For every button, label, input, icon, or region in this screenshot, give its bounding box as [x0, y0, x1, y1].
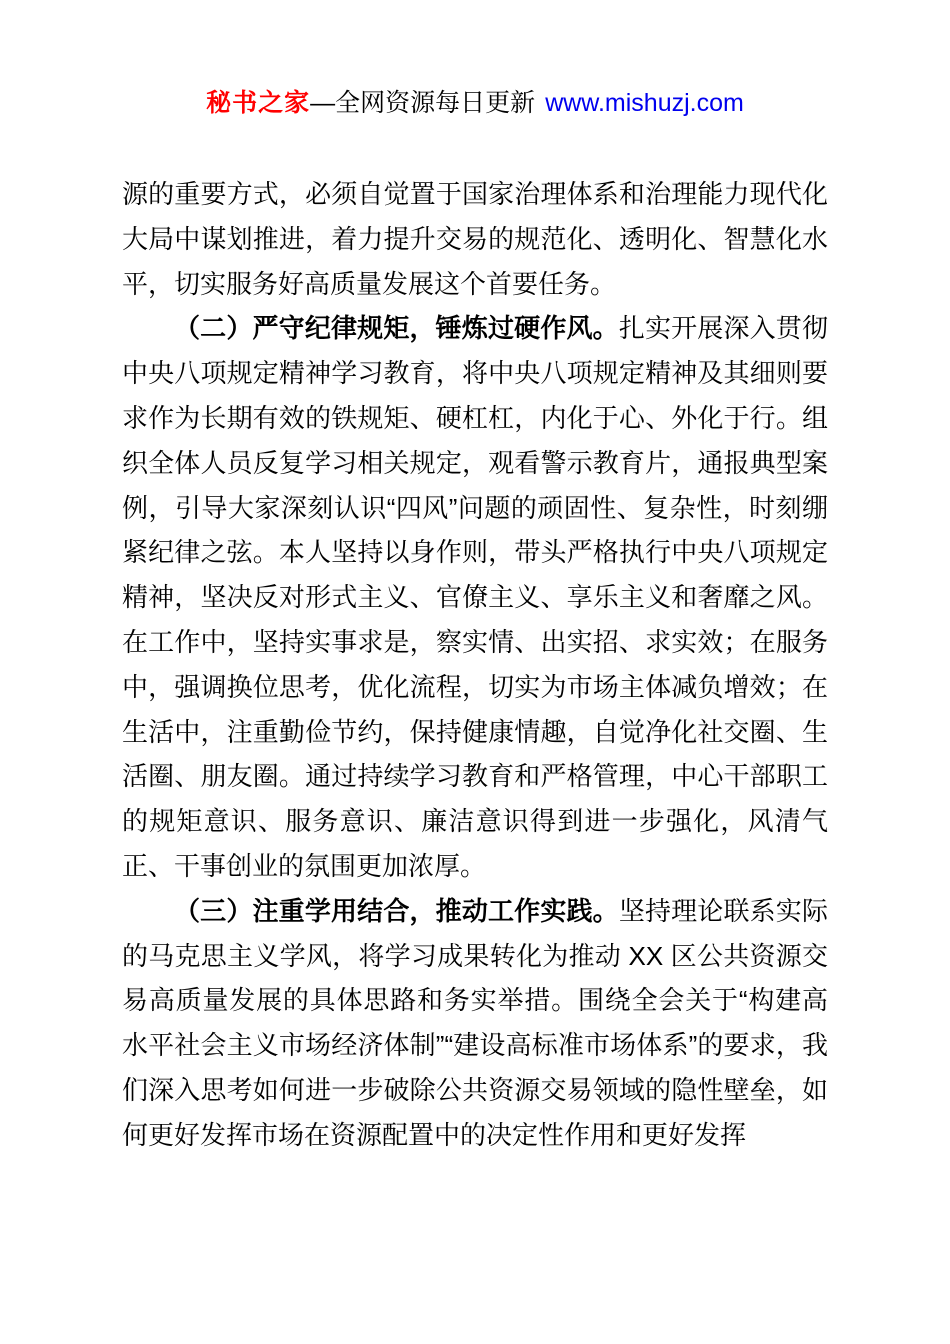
section-2-heading: （二）严守纪律规矩，锤炼过硬作风。: [174, 313, 619, 344]
paragraph-section-2: [122, 306, 828, 888]
document-body: [122, 172, 828, 1158]
site-name: 秘书之家: [206, 89, 311, 117]
paragraph-section-3: [122, 889, 828, 1158]
site-tagline: —全网资源每日更新: [310, 89, 536, 117]
paragraph-section-3-text: 坚持理论联系实际的马克思主义学风，将学习成果转化为推动 XX 区公共资源交易高质量发展的具体思路和务实举措。围绕全会关于“构建高水平社会主义市场经济体制”“建设高标准市场体系”的要求，我们深入思考如何进一步破除公共资源交易领域的隐性壁垒，如何更好发挥市场在资源配置中的决定性作用和更好发挥: [122, 895, 828, 1150]
paragraph-continuation-text: 源的重要方式，必须自觉置于国家治理体系和治理能力现代化大局中谋划推进，着力提升交易的规范化、透明化、智慧化水平，切实服务好高质量发展这个首要任务。: [122, 179, 828, 299]
paragraph-continuation: [122, 172, 828, 306]
paragraph-section-2-text: 扎实开展深入贯彻中央八项规定精神学习教育，将中央八项规定精神及其细则要求作为长期有效的铁规矩、硬杠杠，内化于心、外化于行。组织全体人员反复学习相关规定，观看警示教育片，通报典型案例，引导大家深刻认识“四风”问题的顽固性、复杂性，时刻绷紧纪律之弦。本人坚持以身作则，带头严格执行中央八项规定精神，坚决反对形式主义、官僚主义、享乐主义和奢靡之风。在工作中，坚持实事求是，察实情、出实招、求实效；在服务中，强调换位思考，优化流程，切实为市场主体减负增效；在生活中，注重勤俭节约，保持健康情趣，自觉净化社交圈、生活圈、朋友圈。通过持续学习教育和严格管理，中心干部职工的规矩意识、服务意识、廉洁意识得到进一步强化，风清气正、干事创业的氛围更加浓厚。: [122, 313, 828, 881]
site-url-link[interactable]: www.mishuzj.com: [545, 89, 744, 117]
watermark-header: [0, 87, 950, 119]
section-3-heading: （三）注重学用结合，推动工作实践。: [174, 895, 619, 926]
